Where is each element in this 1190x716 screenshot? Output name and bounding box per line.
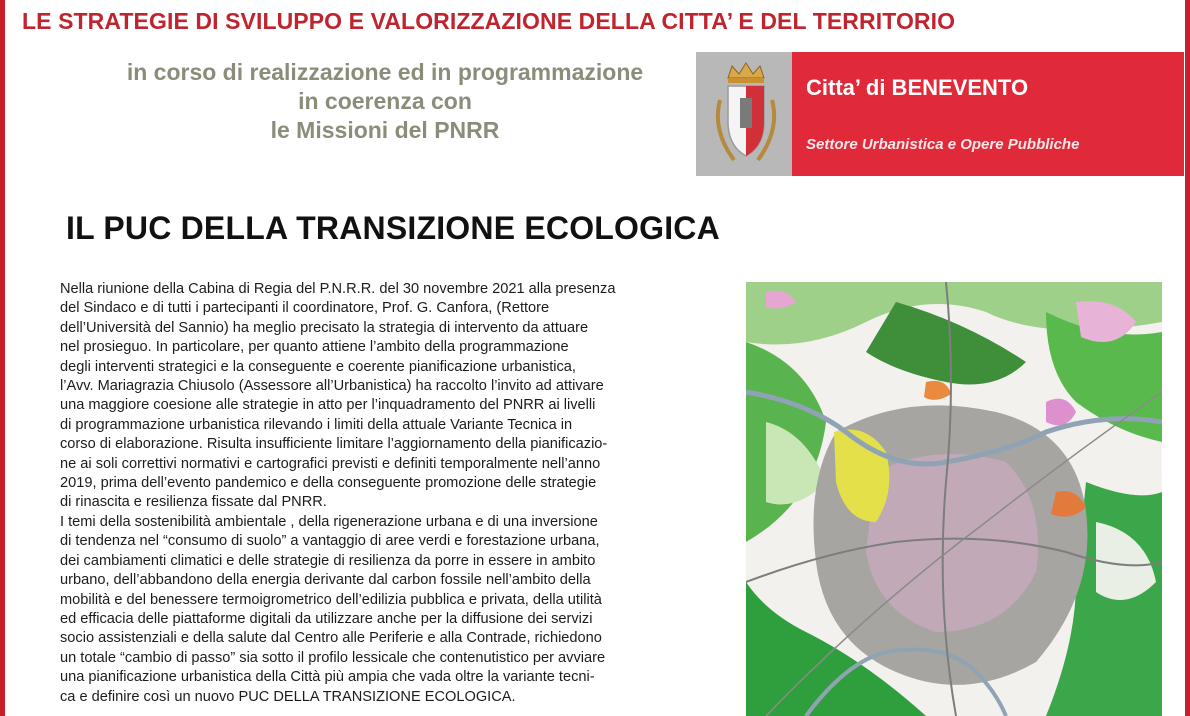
body-text-line: una pianificazione urbanistica della Città più ampia che vada oltre la variante tecni- [60,669,595,686]
body-text-line: Nella riunione della Cabina di Regia del P.N.R.R. del 30 novembre 2021 alla presenza [60,281,616,297]
subtitle [60,58,710,145]
body-text-line: ca e definire così un nuovo PUC DELLA TRANSIZIONE ECOLOGICA. [60,688,516,705]
body-text-line: un totale “cambio di passo” sia sotto il profilo lessicale che contenutistico per avviare [60,649,606,666]
body-text-line: del Sindaco e di tutti i partecipanti il coordinatore, Prof. G. Canfora, (Rettore [60,300,550,317]
body-text-line: urbano, dell’abbandono della energia derivante dal carbon fossile nell’ambito della [60,572,591,589]
subtitle-line: in corso di realizzazione ed in programmazione [126,59,644,85]
body-text-line: di rinascita e resilienza fissate dal PNRR. [60,494,327,511]
body-text-line: corso di elaborazione. Risulta insufficiente limitare l’aggiornamento della pianificazio- [60,436,608,453]
body-text-line: dell’Università del Sannio) ha meglio precisato la strategia di intervento da attuare [60,319,589,336]
body-text-line: mobilità e del benessere termoigrometrico dell’edilizia pubblica e privata, della utilità [60,591,602,608]
main-title: LE STRATEGIE DI SVILUPPO E VALORIZZAZIONE DELLA CITTA’ E DEL TERRITORIO [22,8,956,34]
body-text-line: di programmazione urbanistica rilevando i limiti della attuale Variante Tecnica in [60,416,573,433]
body-text-line: I temi della sostenibilità ambientale , della rigenerazione urbana e di una inversione [60,513,598,530]
body-text-line: una maggiore coesione alle strategie in atto per l’inquadramento del PNRR ai livelli [60,397,596,414]
body-text-line: dei cambiamenti climatici e delle strategie di resilienza da porre in essere in ambito [60,552,596,569]
body-text-line: ed efficacia delle piattaforme digitali da utilizzare anche per la diffusione dei servizi [60,610,593,627]
left-red-border [0,0,5,716]
body-text-line: socio assistenziali e della salute dal Centro alle Periferie e alla Contrade, richiedono [60,630,602,647]
subtitle-line: le Missioni del PNRR [270,117,500,143]
city-emblem-icon [706,60,786,170]
body-text-line: l’Avv. Mariagrazia Chiusolo (Assessore all’Urbanistica) ha raccolto l’invito ad attivare [60,378,604,395]
body-text-line: di tendenza nel “consumo di suolo” a vantaggio di aree verdi e forestazione urbana, [60,533,600,550]
body-text [60,280,726,707]
body-text-line: nel prosieguo. In particolare, per quanto attiene l’ambito della programmazione [60,339,569,356]
subtitle-line: in coerenza con [298,88,472,114]
body-text-line: 2019, prima dell’evento pandemico e della conseguente promozione delle strategie [60,475,597,492]
body-text-line: ne ai soli correttivi normativi e cartografici previsti e definiti temporalmente nell’anno [60,455,601,472]
section-title: IL PUC DELLA TRANSIZIONE ECOLOGICA [66,210,720,246]
city-name: Citta’ di BENEVENTO [806,75,1029,100]
urban-plan-map-image [746,282,1162,716]
right-red-border [1185,0,1190,716]
body-text-line: degli interventi strategici e la conseguente e coerente pianificazione urbanistica, [60,358,576,375]
department-name: Settore Urbanistica e Opere Pubbliche [806,136,1080,153]
